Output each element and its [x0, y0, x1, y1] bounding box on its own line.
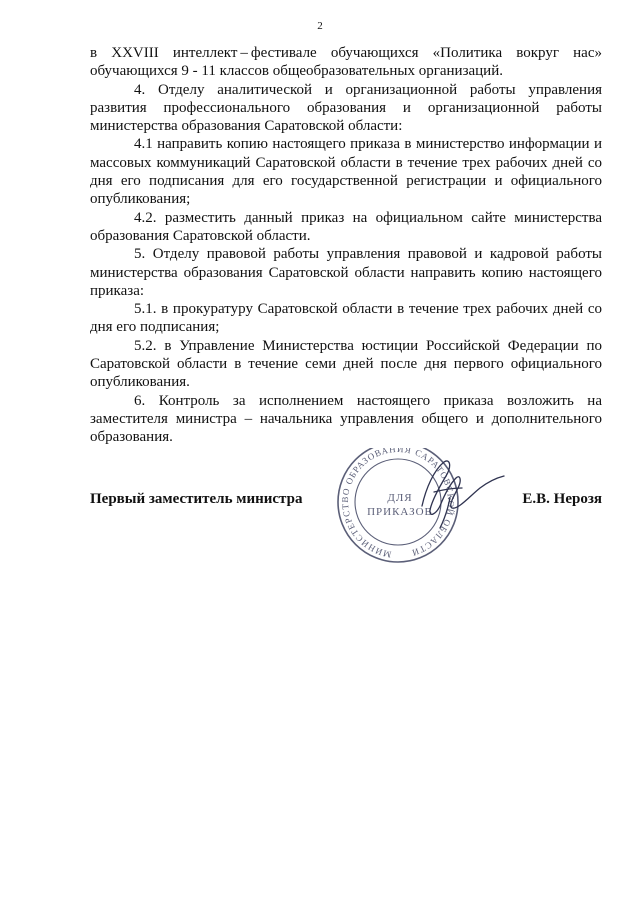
paragraph-item-5: 5. Отделу правовой работы управления правовой и кадровой работы министерства образования Саратовской области направить копию настоящего приказа:: [90, 246, 602, 299]
paragraph-item-5-2: 5.2. в Управление Министерства юстиции Российской Федерации по Саратовской области в течение семи дней после дня первого официального опубликования.: [90, 337, 602, 391]
paragraph-item-6: 6. Контроль за исполнением настоящего приказа возложить на заместителя министра – начальника управления общего и дополнительного образования.: [90, 392, 602, 446]
page-number: 2: [317, 20, 323, 32]
signatory-name: Е.В. Нерозя: [522, 491, 602, 507]
paragraph-item-5-1: 5.1. в прокуратуру Саратовской области в течение трех рабочих дней со дня его подписания;: [90, 301, 602, 336]
stamp-ring-text: МИНИСТЕРСТВО ОБРАЗОВАНИЯ САРАТОВСКОЙ ОБЛАСТИ: [339, 448, 457, 560]
handwritten-signature: [422, 461, 504, 528]
paragraph-continuation: в XXVIII интеллект – фестивале обучающихся «Политика вокруг нас» обучающихся 9 - 11 классов общеобразовательных организаций.: [90, 45, 602, 80]
paragraph-item-4-1: 4.1 направить копию настоящего приказа в министерство информации и массовых коммуникаций Саратовской области в течение трех рабочих дней со дня его подписания для его государственной регистрации и официального опубликования;: [90, 136, 602, 208]
official-stamp: [330, 448, 520, 563]
paragraph-item-4: 4. Отделу аналитической и организационной работы управления развития профессионального образования и организационной работы министерства образования Саратовской области:: [90, 81, 602, 135]
stamp-line-1: ДЛЯ: [387, 492, 413, 504]
paragraph-item-4-2: 4.2. разместить данный приказ на официальном сайте министерства образования Саратовской области.: [90, 209, 602, 244]
signatory-title: Первый заместитель министра: [90, 491, 303, 507]
stamp-seal-icon: [330, 448, 520, 563]
document-body: [90, 44, 602, 447]
stamp-line-2: ПРИКАЗОВ: [367, 506, 433, 518]
